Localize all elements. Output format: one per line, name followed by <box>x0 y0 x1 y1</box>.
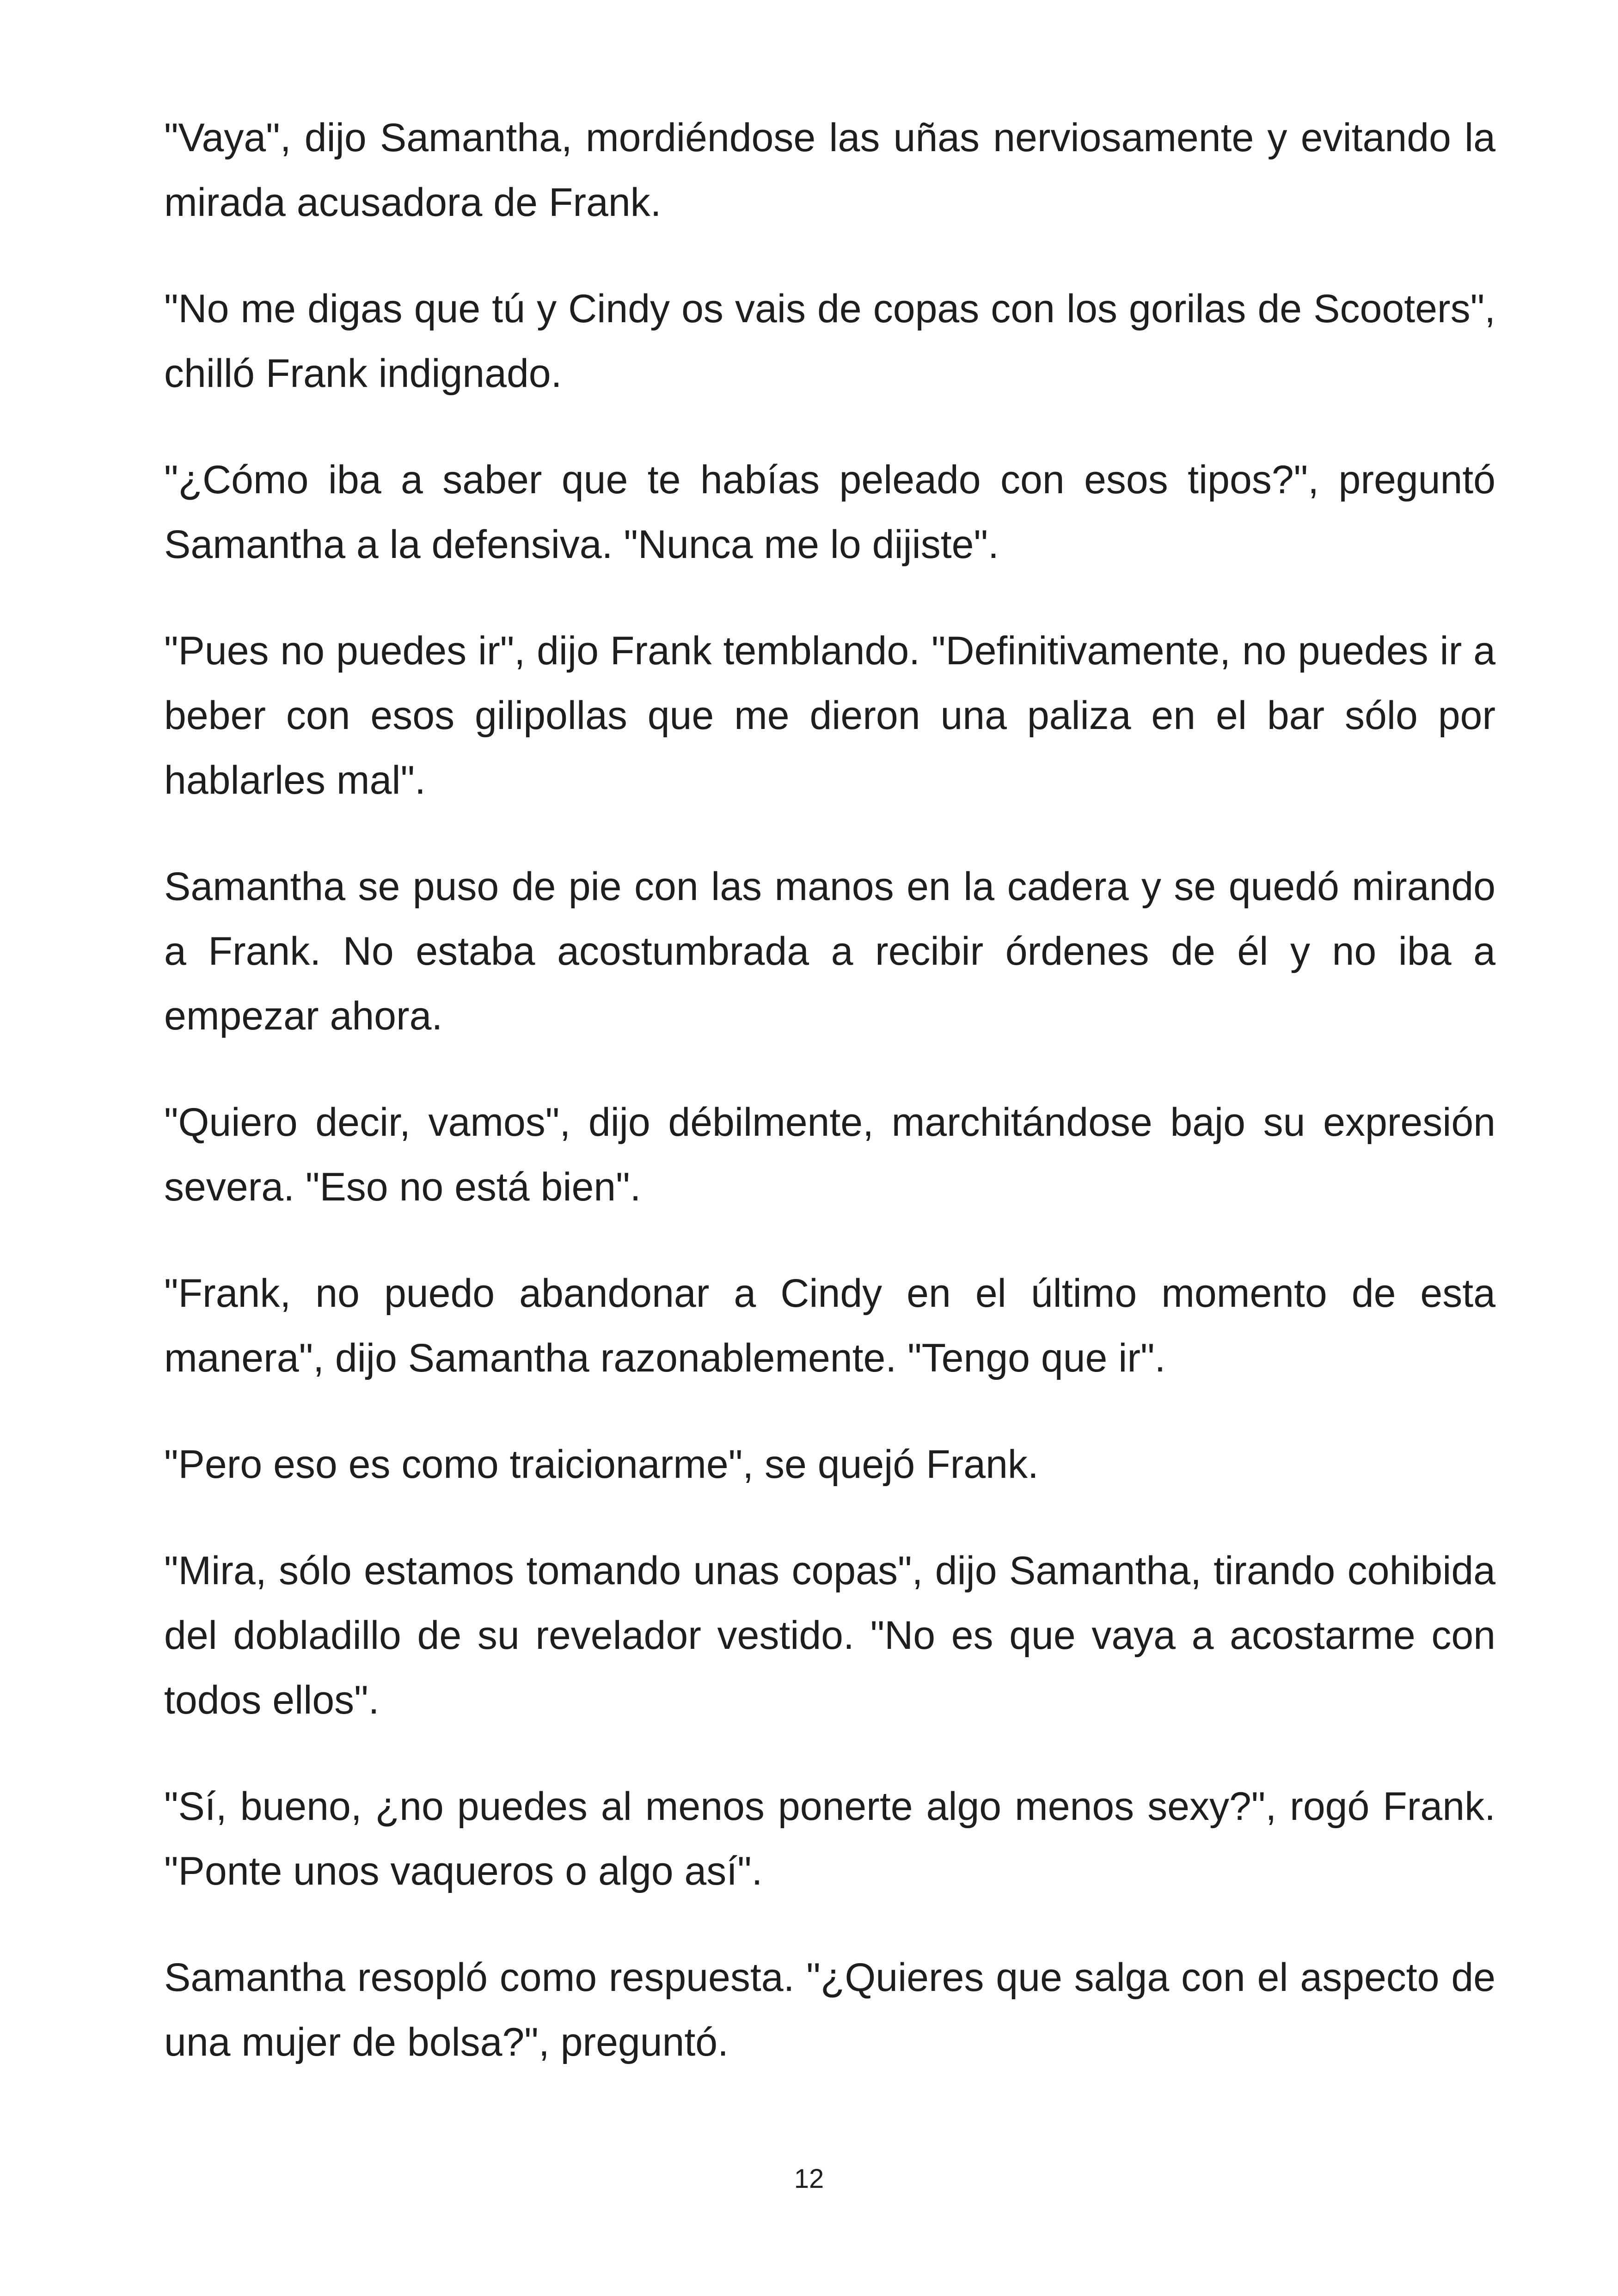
paragraph: "Quiero decir, vamos", dijo débilmente, marchitándose bajo su expresión severa. "Eso no está bien". <box>164 1100 1495 1209</box>
body-text <box>164 105 1495 2116</box>
paragraph: "Pero eso es como traicionarme", se quejó Frank. <box>164 1442 1039 1487</box>
paragraph: "Mira, sólo estamos tomando unas copas", dijo Samantha, tirando cohibida del dobladillo de su revelador vestido. "No es que vaya a acostarme con todos ellos". <box>164 1549 1495 1722</box>
paragraph: "Frank, no puedo abandonar a Cindy en el último momento de esta manera", dijo Samantha razonablemente. "Tengo que ir". <box>164 1271 1495 1380</box>
paragraph: Samantha se puso de pie con las manos en la cadera y se quedó mirando a Frank. No estaba acostumbrada a recibir órdenes de él y no iba a empezar ahora. <box>164 864 1495 1038</box>
paragraph: "Vaya", dijo Samantha, mordiéndose las uñas nerviosamente y evitando la mirada acusadora de Frank. <box>164 116 1495 225</box>
paragraph: "¿Cómo iba a saber que te habías peleado con esos tipos?", preguntó Samantha a la defensiva. "Nunca me lo dijiste". <box>164 458 1495 567</box>
page-number: 12 <box>794 2164 824 2194</box>
paragraph: "Pues no puedes ir", dijo Frank temblando. "Definitivamente, no puedes ir a beber con esos gilipollas que me dieron una paliza en el bar sólo por hablarles mal". <box>164 629 1495 802</box>
paragraph: "No me digas que tú y Cindy os vais de copas con los gorilas de Scooters", chilló Frank indignado. <box>164 287 1495 396</box>
paragraph: "Sí, bueno, ¿no puedes al menos ponerte algo menos sexy?", rogó Frank. "Ponte unos vaqueros o algo así". <box>164 1784 1495 1893</box>
paragraph: Samantha resopló como respuesta. "¿Quieres que salga con el aspecto de una mujer de bolsa?", preguntó. <box>164 1955 1495 2064</box>
